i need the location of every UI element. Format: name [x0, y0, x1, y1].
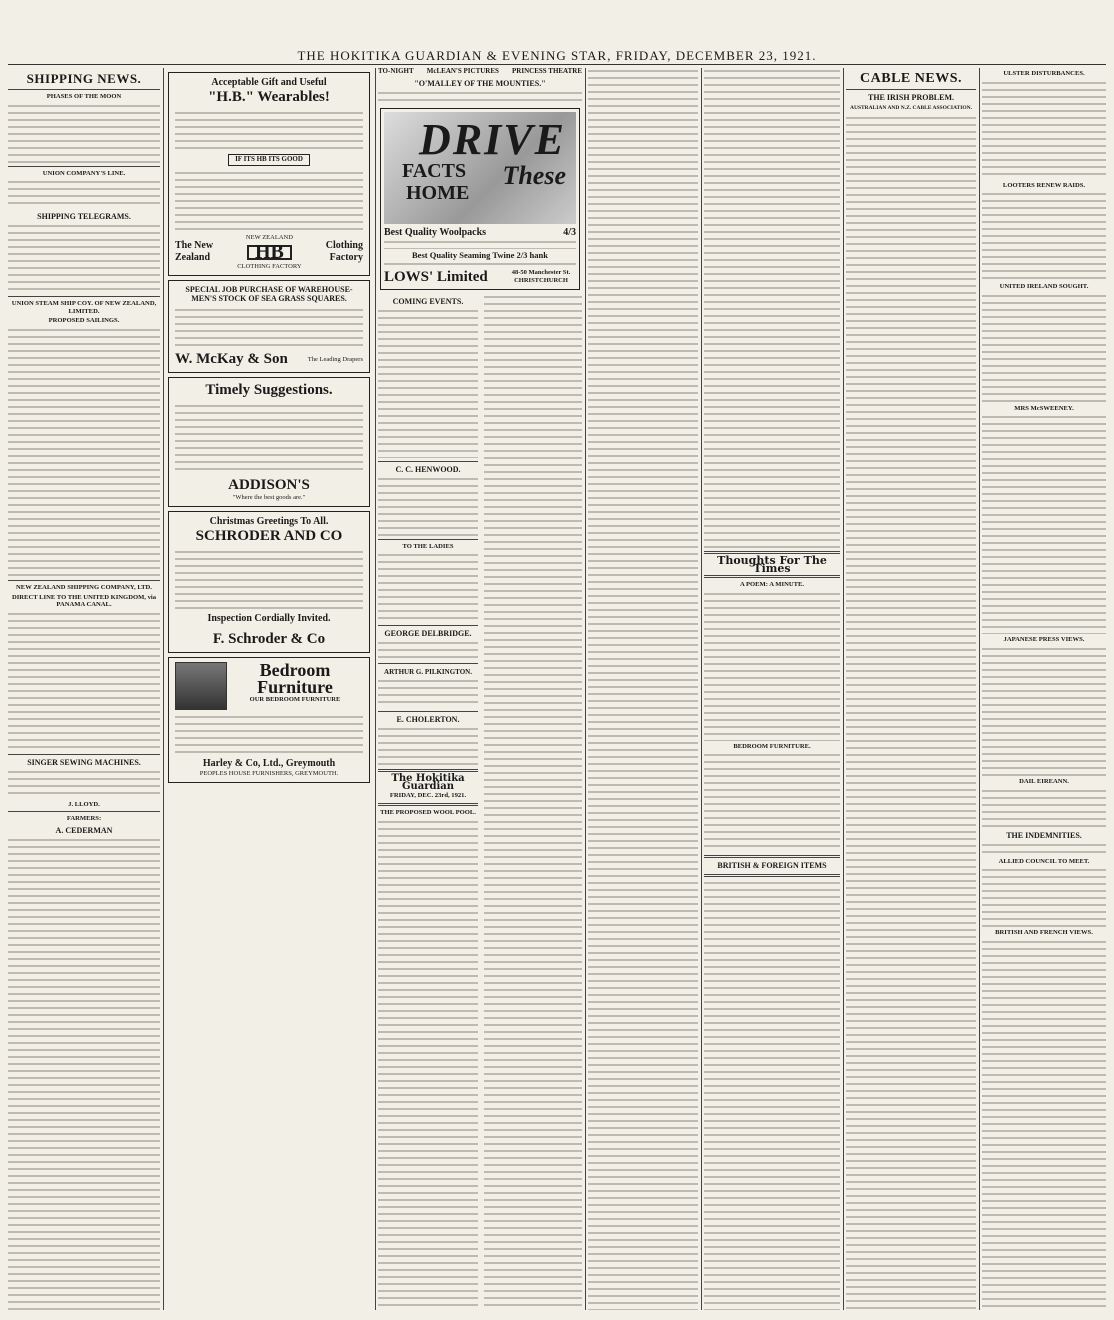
seaming-line: Best Quality Seaming Twine 2/3 hank — [412, 249, 548, 260]
british-foreign-heading: BRITISH & FOREIGN ITEMS — [717, 861, 827, 871]
home-word: HOME — [406, 181, 470, 204]
harley-ad — [168, 657, 370, 783]
cederman-name: A. CEDERMAN — [55, 825, 113, 835]
allied-council-heading: ALLIED COUNCIL TO MEET. — [998, 857, 1090, 865]
woolpacks-price: 4/3 — [563, 226, 576, 238]
masthead-rule — [8, 64, 1106, 65]
dail-eireann-heading: DAIL EIREANN. — [1019, 777, 1069, 785]
clothing-factory-label: CLOTHING FACTORY — [237, 263, 302, 271]
singer-heading: SINGER SEWING MACHINES. — [27, 757, 141, 767]
column-four — [588, 68, 698, 1310]
british-french-heading: BRITISH AND FRENCH VIEWS. — [995, 929, 1093, 937]
hb-wearables-ad — [168, 72, 370, 276]
factory-label: Factory — [329, 252, 363, 264]
wool-pool-heading: THE PROPOSED WOOL POOL. — [380, 808, 476, 816]
mckay-ad — [168, 280, 370, 373]
cholerton-name: E. CHOLERTON. — [396, 715, 460, 725]
coming-events: COMING EVENTS. — [392, 296, 464, 306]
mcleans-label: McLEAN'S PICTURES — [426, 68, 499, 75]
farmers-heading: FARMERS: — [66, 815, 102, 823]
ulster-heading: ULSTER DISTURBANCES. — [1003, 70, 1085, 77]
lloyd-name: J. LLOYD. — [68, 800, 100, 808]
inspection-line: Inspection Cordially Invited. — [207, 613, 331, 625]
guardian-title: The Hokitika Guardian — [391, 773, 465, 792]
schroder-heading: SCHRODER AND CO — [195, 528, 343, 545]
henwood-name: C. C. HENWOOD. — [395, 464, 461, 474]
irish-problem-heading: THE IRISH PROBLEM. — [867, 93, 954, 102]
telegrams-heading: SHIPPING TELEGRAMS. — [37, 212, 131, 222]
column-ads — [166, 68, 372, 1310]
zealand-label: Zealand — [175, 252, 211, 264]
poem-heading: A POEM: A MINUTE. — [739, 581, 805, 589]
looters-heading: LOOTERS RENEW RAIDS. — [1002, 181, 1086, 189]
lows-name: LOWS' Limited — [384, 268, 488, 285]
union-heading: UNION COMPANY'S LINE. — [42, 169, 126, 177]
phases-heading: PHASES OF THE MOON — [46, 93, 122, 100]
addison-slogan: "Where the best goods are." — [232, 494, 306, 502]
bedroom-heading: Bedroom Furniture — [257, 660, 333, 698]
column-seven — [982, 68, 1106, 1310]
indemnities-heading: THE INDEMNITIES. — [1006, 830, 1082, 840]
princess-label: PRINCESS THEATRE — [512, 68, 582, 75]
column-shipping — [8, 68, 160, 1310]
sofa-illustration — [175, 662, 227, 710]
our-bedroom-line: OUR BEDROOM FURNITURE — [249, 696, 341, 704]
bedroom-furniture-heading: BEDROOM FURNITURE. — [733, 742, 811, 750]
united-ireland-heading: UNITED IRELAND SOUGHT. — [999, 283, 1089, 291]
direct-line: DIRECT LINE TO THE UNITED KINGDOM, via PANAMA CANAL. — [11, 593, 157, 609]
nz-shipping-heading: NEW ZEALAND SHIPPING COMPANY, LTD. — [16, 583, 152, 591]
christmas-heading: Christmas Greetings To All. — [209, 516, 329, 528]
its-hb-badge: IF ITS HB ITS GOOD — [228, 154, 310, 166]
peoples-line: PEOPLES HOUSE FURNISHERS, GREYMOUTH. — [199, 770, 339, 778]
cable-news-heading: CABLE NEWS. — [860, 71, 962, 86]
harley-name: Harley & Co, Ltd., Greymouth — [202, 758, 336, 770]
schroder-name: F. Schroder & Co — [212, 631, 326, 648]
guardian-date: FRIDAY, DEC. 23rd, 1921. — [389, 792, 467, 800]
hb-logo: HB — [247, 245, 292, 261]
woolpacks-line: Best Quality Woolpacks — [384, 226, 487, 238]
usscnz-heading: UNION STEAM SHIP COY. OF NEW ZEALAND, LIMITED. — [11, 300, 157, 315]
mrs-mcsweeney-heading: MRS McSWEENEY. — [1014, 404, 1074, 412]
hb-wearables-line: "H.B." Wearables! — [208, 89, 330, 105]
schroder-ad — [168, 511, 370, 653]
lows-ad — [380, 108, 580, 290]
addison-name: ADDISON'S — [228, 477, 310, 494]
mckay-name: W. McKay & Son — [175, 351, 288, 368]
masthead: THE HOKITIKA GUARDIAN & EVENING STAR, FRIDAY, DECEMBER 23, 1921. — [297, 48, 817, 63]
tonight-label: TO-NIGHT — [378, 68, 414, 75]
proposed-sailings: PROPOSED SAILINGS. — [48, 317, 120, 325]
new-zealand-label: NEW ZEALAND — [245, 233, 293, 241]
shipping-news-heading: SHIPPING NEWS. — [26, 71, 142, 86]
clothing-label: Clothing — [325, 240, 363, 252]
timely-heading: Timely Suggestions. — [205, 382, 333, 399]
special-purchase: SPECIAL JOB PURCHASE OF WAREHOUSE-MEN'S STOCK OF SEA GRASS SQUARES. — [185, 285, 353, 304]
column-center — [378, 68, 582, 1310]
japanese-press-heading: JAPANESE PRESS VIEWS. — [1003, 636, 1085, 644]
these-word: These — [502, 160, 566, 190]
george-name: GEORGE DELBRIDGE. — [384, 629, 472, 639]
cable-association: AUSTRALIAN AND N.Z. CABLE ASSOCIATION. — [850, 105, 972, 111]
leading-drapers: The Leading Drapers — [307, 355, 363, 363]
facts-word: FACTS — [402, 159, 467, 182]
thoughts-heading: Thoughts For The Times — [717, 554, 827, 575]
lows-address: 48-50 Manchester St. CHRISTCHURCH — [511, 269, 571, 285]
the-new-label: The New — [175, 240, 214, 252]
acceptable-gift-line: Acceptable Gift and Useful — [211, 77, 327, 88]
column-six — [846, 68, 976, 1310]
omalley-title: "O'MALLEY OF THE MOUNTIES." — [414, 78, 546, 88]
ladies-heading: TO THE LADIES — [402, 542, 454, 550]
addison-ad — [168, 377, 370, 507]
arthur-name: ARTHUR G. PILKINGTON. — [384, 668, 472, 677]
drive-title: DRIVE — [419, 114, 566, 164]
column-five — [704, 68, 840, 1310]
